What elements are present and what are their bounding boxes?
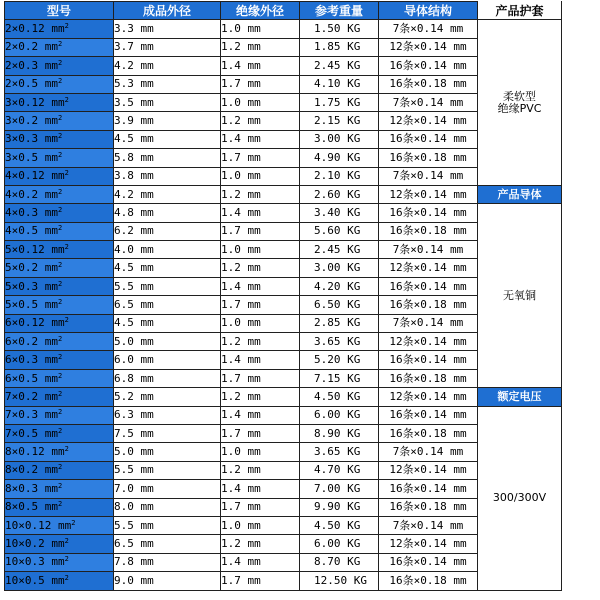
- weight-cell: 4.90 KG: [300, 149, 379, 167]
- conductor-structure-cell: 16条×0.18 mm: [379, 296, 478, 314]
- weight-cell: 12.50 KG: [300, 572, 379, 590]
- model-unit-superscript: 2: [64, 555, 69, 564]
- model-unit: mm: [44, 353, 58, 367]
- model-cell: [5, 516, 114, 534]
- model-unit-superscript: 2: [58, 463, 63, 472]
- model-unit: mm: [51, 573, 65, 587]
- insulation-diameter-cell: 1.0 mm: [221, 443, 300, 461]
- insulation-diameter-cell: 1.0 mm: [221, 241, 300, 259]
- model-cell: [5, 259, 114, 277]
- insulation-diameter-cell: 1.2 mm: [221, 38, 300, 56]
- model-unit-superscript: 2: [58, 224, 63, 233]
- model-unit-superscript: 2: [58, 389, 63, 398]
- model-cell: [5, 75, 114, 93]
- outer-diameter-cell: 3.5 mm: [114, 93, 221, 111]
- model-unit: mm: [51, 445, 65, 459]
- model-unit: mm: [44, 297, 58, 311]
- insulation-diameter-cell: 1.4 mm: [221, 406, 300, 424]
- conductor-structure-cell: 7条×0.14 mm: [379, 314, 478, 332]
- model-value: 10×0.12: [5, 518, 52, 532]
- model-cell: [5, 57, 114, 75]
- weight-cell: 6.00 KG: [300, 406, 379, 424]
- table-row: [5, 185, 562, 203]
- weight-cell: 4.50 KG: [300, 388, 379, 406]
- model-unit-superscript: 2: [58, 187, 63, 196]
- model-unit-superscript: 2: [58, 279, 63, 288]
- model-unit-superscript: 2: [58, 371, 63, 380]
- weight-cell: 8.90 KG: [300, 424, 379, 442]
- model-cell: [5, 443, 114, 461]
- insulation-diameter-cell: 1.7 mm: [221, 369, 300, 387]
- conductor-structure-cell: 12条×0.14 mm: [379, 185, 478, 203]
- model-value: 8×0.12: [5, 445, 45, 459]
- conductor-structure-cell: 16条×0.18 mm: [379, 498, 478, 516]
- conductor-structure-cell: 16条×0.18 mm: [379, 572, 478, 590]
- model-unit: mm: [44, 77, 58, 91]
- weight-cell: 6.50 KG: [300, 296, 379, 314]
- model-unit: mm: [44, 408, 58, 422]
- insulation-diameter-cell: 1.0 mm: [221, 167, 300, 185]
- model-unit: mm: [44, 150, 58, 164]
- outer-diameter-cell: 3.8 mm: [114, 167, 221, 185]
- voltage-value: 300/300V: [478, 406, 562, 590]
- model-unit: mm: [51, 242, 65, 256]
- model-cell: [5, 296, 114, 314]
- model-unit-superscript: 2: [58, 58, 63, 67]
- weight-cell: 1.85 KG: [300, 38, 379, 56]
- outer-diameter-cell: 6.8 mm: [114, 369, 221, 387]
- outer-diameter-cell: 4.5 mm: [114, 130, 221, 148]
- header-sheath: 产品护套: [478, 2, 562, 20]
- model-value: 5×0.3: [5, 279, 39, 293]
- spec-sheet: [4, 1, 562, 591]
- insulation-diameter-cell: 1.2 mm: [221, 333, 300, 351]
- model-unit-superscript: 2: [58, 481, 63, 490]
- model-cell: [5, 351, 114, 369]
- insulation-diameter-cell: 1.0 mm: [221, 516, 300, 534]
- outer-diameter-cell: 5.0 mm: [114, 333, 221, 351]
- model-cell: [5, 553, 114, 571]
- header-conductor-structure: 导体结构: [379, 2, 478, 20]
- conductor-structure-cell: 7条×0.14 mm: [379, 93, 478, 111]
- model-value: 3×0.3: [5, 132, 39, 146]
- model-unit: mm: [51, 316, 65, 330]
- insulation-diameter-cell: 1.4 mm: [221, 57, 300, 75]
- weight-cell: 3.40 KG: [300, 204, 379, 222]
- outer-diameter-cell: 5.3 mm: [114, 75, 221, 93]
- outer-diameter-cell: 3.3 mm: [114, 20, 221, 38]
- weight-cell: 6.00 KG: [300, 535, 379, 553]
- insulation-diameter-cell: 1.4 mm: [221, 351, 300, 369]
- header-row: [5, 2, 562, 20]
- model-value: 6×0.5: [5, 371, 39, 385]
- model-unit-superscript: 2: [58, 426, 63, 435]
- outer-diameter-cell: 6.5 mm: [114, 535, 221, 553]
- model-unit-superscript: 2: [58, 205, 63, 214]
- model-unit-superscript: 2: [64, 169, 69, 178]
- conductor-structure-cell: 7条×0.14 mm: [379, 20, 478, 38]
- model-value: 4×0.2: [5, 187, 39, 201]
- outer-diameter-cell: 6.2 mm: [114, 222, 221, 240]
- header-model: 型号: [5, 2, 114, 20]
- model-unit: mm: [57, 518, 72, 532]
- table-row: [5, 204, 562, 222]
- weight-cell: 3.65 KG: [300, 443, 379, 461]
- conductor-structure-cell: 12条×0.14 mm: [379, 461, 478, 479]
- model-unit-superscript: 2: [64, 573, 69, 582]
- outer-diameter-cell: 8.0 mm: [114, 498, 221, 516]
- model-unit: mm: [44, 261, 58, 275]
- insulation-diameter-cell: 1.2 mm: [221, 259, 300, 277]
- model-value: 3×0.2: [5, 114, 39, 128]
- model-unit-superscript: 2: [58, 77, 63, 86]
- model-value: 10×0.3: [5, 555, 45, 569]
- model-cell: [5, 498, 114, 516]
- model-unit-superscript: 2: [58, 500, 63, 509]
- model-value: 3×0.5: [5, 150, 39, 164]
- conductor-structure-cell: 12条×0.14 mm: [379, 333, 478, 351]
- model-value: 5×0.5: [5, 297, 39, 311]
- insulation-diameter-cell: 1.7 mm: [221, 572, 300, 590]
- model-cell: [5, 222, 114, 240]
- weight-cell: 2.15 KG: [300, 112, 379, 130]
- model-unit-superscript: 2: [64, 95, 69, 104]
- model-unit: mm: [44, 500, 58, 514]
- model-value: 4×0.12: [5, 169, 45, 183]
- model-unit-superscript: 2: [58, 150, 63, 159]
- outer-diameter-cell: 4.5 mm: [114, 259, 221, 277]
- conductor-label: 产品导体: [478, 185, 562, 203]
- outer-diameter-cell: 6.5 mm: [114, 296, 221, 314]
- weight-cell: 4.20 KG: [300, 277, 379, 295]
- model-value: 7×0.3: [5, 408, 39, 422]
- outer-diameter-cell: 7.8 mm: [114, 553, 221, 571]
- model-unit-superscript: 2: [58, 353, 63, 362]
- table-row: [5, 406, 562, 424]
- model-cell: [5, 20, 114, 38]
- model-unit-superscript: 2: [58, 40, 63, 49]
- model-unit-superscript: 2: [71, 518, 76, 527]
- insulation-diameter-cell: 1.4 mm: [221, 204, 300, 222]
- conductor-structure-cell: 7条×0.14 mm: [379, 516, 478, 534]
- model-unit: mm: [44, 205, 58, 219]
- model-unit-superscript: 2: [58, 334, 63, 343]
- model-value: 3×0.12: [5, 95, 45, 109]
- model-cell: [5, 333, 114, 351]
- model-value: 10×0.5: [5, 573, 45, 587]
- model-unit: mm: [44, 58, 58, 72]
- model-value: 8×0.2: [5, 463, 39, 477]
- insulation-diameter-cell: 1.4 mm: [221, 277, 300, 295]
- conductor-structure-cell: 16条×0.18 mm: [379, 424, 478, 442]
- conductor-structure-cell: 16条×0.18 mm: [379, 75, 478, 93]
- outer-diameter-cell: 6.0 mm: [114, 351, 221, 369]
- insulation-diameter-cell: 1.2 mm: [221, 535, 300, 553]
- model-unit: mm: [44, 279, 58, 293]
- weight-cell: 4.70 KG: [300, 461, 379, 479]
- model-unit-superscript: 2: [64, 537, 69, 546]
- model-unit: mm: [51, 537, 65, 551]
- model-unit-superscript: 2: [64, 445, 69, 454]
- model-cell: [5, 204, 114, 222]
- weight-cell: 5.20 KG: [300, 351, 379, 369]
- outer-diameter-cell: 5.5 mm: [114, 461, 221, 479]
- insulation-diameter-cell: 1.2 mm: [221, 388, 300, 406]
- insulation-diameter-cell: 1.4 mm: [221, 553, 300, 571]
- outer-diameter-cell: 4.0 mm: [114, 241, 221, 259]
- model-unit: mm: [44, 114, 58, 128]
- model-value: 2×0.3: [5, 58, 39, 72]
- model-cell: [5, 314, 114, 332]
- table-row: [5, 20, 562, 38]
- model-cell: [5, 369, 114, 387]
- model-value: 2×0.5: [5, 77, 39, 91]
- model-cell: [5, 241, 114, 259]
- table-row: [5, 388, 562, 406]
- model-unit: mm: [44, 132, 58, 146]
- outer-diameter-cell: 4.2 mm: [114, 57, 221, 75]
- cable-spec-table: [4, 1, 562, 591]
- model-cell: [5, 277, 114, 295]
- weight-cell: 1.50 KG: [300, 20, 379, 38]
- outer-diameter-cell: 5.2 mm: [114, 388, 221, 406]
- model-unit: mm: [51, 22, 65, 36]
- weight-cell: 2.60 KG: [300, 185, 379, 203]
- weight-cell: 3.65 KG: [300, 333, 379, 351]
- model-value: 10×0.2: [5, 537, 45, 551]
- weight-cell: 4.10 KG: [300, 75, 379, 93]
- conductor-structure-cell: 16条×0.14 mm: [379, 277, 478, 295]
- model-unit: mm: [44, 334, 58, 348]
- insulation-diameter-cell: 1.7 mm: [221, 498, 300, 516]
- insulation-diameter-cell: 1.7 mm: [221, 75, 300, 93]
- model-unit-superscript: 2: [58, 114, 63, 123]
- header-outer-diameter: 成品外径: [114, 2, 221, 20]
- model-value: 5×0.2: [5, 261, 39, 275]
- conductor-structure-cell: 16条×0.18 mm: [379, 149, 478, 167]
- model-unit-superscript: 2: [64, 242, 69, 251]
- model-unit: mm: [44, 187, 58, 201]
- model-cell: [5, 112, 114, 130]
- outer-diameter-cell: 5.0 mm: [114, 443, 221, 461]
- weight-cell: 3.00 KG: [300, 259, 379, 277]
- model-cell: [5, 424, 114, 442]
- insulation-diameter-cell: 1.7 mm: [221, 296, 300, 314]
- weight-cell: 2.85 KG: [300, 314, 379, 332]
- conductor-structure-cell: 7条×0.14 mm: [379, 443, 478, 461]
- model-unit-superscript: 2: [64, 316, 69, 325]
- model-value: 6×0.3: [5, 353, 39, 367]
- conductor-value: 无氧铜: [478, 204, 562, 388]
- model-cell: [5, 130, 114, 148]
- model-value: 2×0.2: [5, 40, 39, 54]
- model-cell: [5, 149, 114, 167]
- outer-diameter-cell: 5.5 mm: [114, 516, 221, 534]
- conductor-structure-cell: 16条×0.14 mm: [379, 130, 478, 148]
- weight-cell: 7.00 KG: [300, 480, 379, 498]
- outer-diameter-cell: 5.5 mm: [114, 277, 221, 295]
- insulation-diameter-cell: 1.2 mm: [221, 461, 300, 479]
- model-cell: [5, 406, 114, 424]
- conductor-structure-cell: 16条×0.18 mm: [379, 222, 478, 240]
- conductor-structure-cell: 12条×0.14 mm: [379, 259, 478, 277]
- model-cell: [5, 38, 114, 56]
- conductor-structure-cell: 7条×0.14 mm: [379, 241, 478, 259]
- conductor-structure-cell: 16条×0.14 mm: [379, 57, 478, 75]
- weight-cell: 7.15 KG: [300, 369, 379, 387]
- outer-diameter-cell: 5.8 mm: [114, 149, 221, 167]
- model-cell: [5, 93, 114, 111]
- conductor-structure-cell: 16条×0.14 mm: [379, 406, 478, 424]
- outer-diameter-cell: 3.7 mm: [114, 38, 221, 56]
- weight-cell: 8.70 KG: [300, 553, 379, 571]
- model-cell: [5, 535, 114, 553]
- model-cell: [5, 572, 114, 590]
- model-cell: [5, 185, 114, 203]
- conductor-structure-cell: 16条×0.14 mm: [379, 480, 478, 498]
- model-unit-superscript: 2: [58, 132, 63, 141]
- model-value: 5×0.12: [5, 242, 45, 256]
- insulation-diameter-cell: 1.0 mm: [221, 93, 300, 111]
- insulation-diameter-cell: 1.2 mm: [221, 185, 300, 203]
- table-body: [5, 20, 562, 590]
- conductor-structure-cell: 12条×0.14 mm: [379, 388, 478, 406]
- weight-cell: 2.45 KG: [300, 241, 379, 259]
- model-value: 4×0.5: [5, 224, 39, 238]
- conductor-structure-cell: 16条×0.14 mm: [379, 553, 478, 571]
- weight-cell: 2.45 KG: [300, 57, 379, 75]
- outer-diameter-cell: 7.5 mm: [114, 424, 221, 442]
- model-value: 8×0.5: [5, 500, 39, 514]
- insulation-diameter-cell: 1.7 mm: [221, 149, 300, 167]
- outer-diameter-cell: 9.0 mm: [114, 572, 221, 590]
- outer-diameter-cell: 3.9 mm: [114, 112, 221, 130]
- model-unit: mm: [44, 224, 58, 238]
- model-unit: mm: [44, 426, 58, 440]
- conductor-structure-cell: 16条×0.14 mm: [379, 204, 478, 222]
- weight-cell: 1.75 KG: [300, 93, 379, 111]
- outer-diameter-cell: 4.2 mm: [114, 185, 221, 203]
- voltage-label: 额定电压: [478, 388, 562, 406]
- model-value: 7×0.5: [5, 426, 39, 440]
- model-unit: mm: [51, 95, 65, 109]
- model-unit-superscript: 2: [64, 22, 69, 31]
- model-value: 8×0.3: [5, 481, 39, 495]
- outer-diameter-cell: 7.0 mm: [114, 480, 221, 498]
- outer-diameter-cell: 6.3 mm: [114, 406, 221, 424]
- conductor-structure-cell: 16条×0.18 mm: [379, 369, 478, 387]
- model-unit: mm: [51, 169, 65, 183]
- sheath-value: 柔软型 绝缘PVC: [478, 20, 562, 186]
- model-unit-superscript: 2: [58, 408, 63, 417]
- header-insulation-diameter: 绝缘外径: [221, 2, 300, 20]
- model-cell: [5, 388, 114, 406]
- model-unit: mm: [44, 40, 58, 54]
- weight-cell: 3.00 KG: [300, 130, 379, 148]
- conductor-structure-cell: 12条×0.14 mm: [379, 535, 478, 553]
- model-value: 7×0.2: [5, 389, 39, 403]
- model-cell: [5, 461, 114, 479]
- header-reference-weight: 参考重量: [300, 2, 379, 20]
- weight-cell: 5.60 KG: [300, 222, 379, 240]
- outer-diameter-cell: 4.8 mm: [114, 204, 221, 222]
- model-unit: mm: [44, 371, 58, 385]
- outer-diameter-cell: 4.5 mm: [114, 314, 221, 332]
- model-value: 6×0.12: [5, 316, 45, 330]
- model-value: 6×0.2: [5, 334, 39, 348]
- insulation-diameter-cell: 1.0 mm: [221, 20, 300, 38]
- model-unit: mm: [44, 389, 58, 403]
- model-value: 2×0.12: [5, 22, 45, 36]
- model-unit-superscript: 2: [58, 297, 63, 306]
- model-unit-superscript: 2: [58, 261, 63, 270]
- weight-cell: 9.90 KG: [300, 498, 379, 516]
- insulation-diameter-cell: 1.7 mm: [221, 222, 300, 240]
- insulation-diameter-cell: 1.4 mm: [221, 130, 300, 148]
- insulation-diameter-cell: 1.4 mm: [221, 480, 300, 498]
- insulation-diameter-cell: 1.7 mm: [221, 424, 300, 442]
- model-unit: mm: [51, 555, 65, 569]
- conductor-structure-cell: 12条×0.14 mm: [379, 38, 478, 56]
- model-cell: [5, 480, 114, 498]
- conductor-structure-cell: 16条×0.14 mm: [379, 351, 478, 369]
- model-cell: [5, 167, 114, 185]
- model-value: 4×0.3: [5, 205, 39, 219]
- insulation-diameter-cell: 1.0 mm: [221, 314, 300, 332]
- weight-cell: 2.10 KG: [300, 167, 379, 185]
- insulation-diameter-cell: 1.2 mm: [221, 112, 300, 130]
- weight-cell: 4.50 KG: [300, 516, 379, 534]
- conductor-structure-cell: 12条×0.14 mm: [379, 112, 478, 130]
- model-unit: mm: [44, 481, 58, 495]
- conductor-structure-cell: 7条×0.14 mm: [379, 167, 478, 185]
- model-unit: mm: [44, 463, 58, 477]
